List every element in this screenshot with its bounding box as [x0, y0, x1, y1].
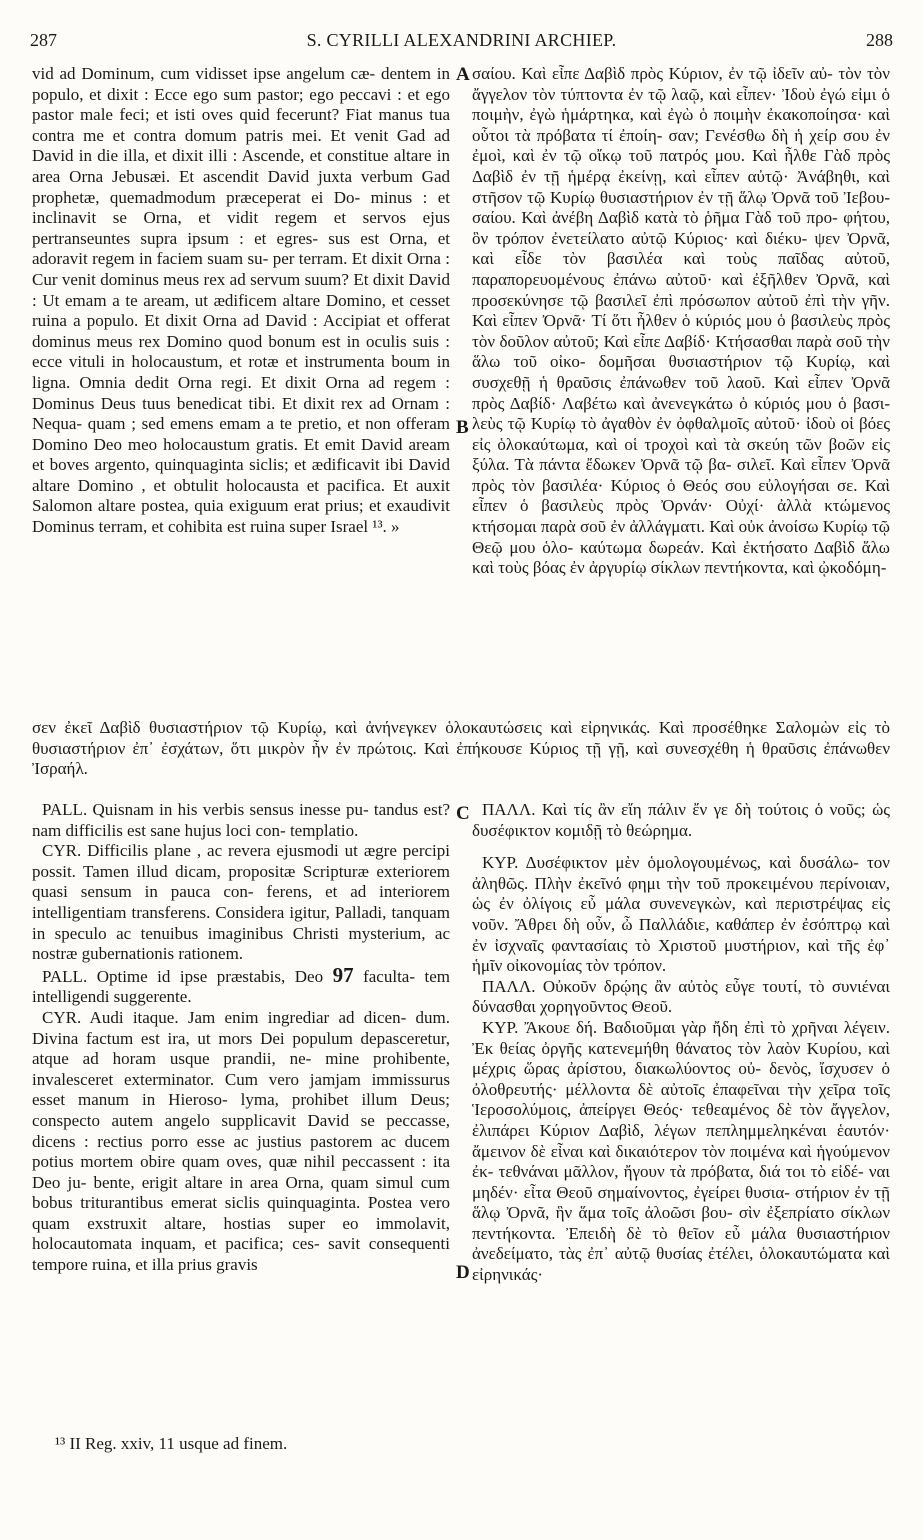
- greek-dialogue-pall-2: ΠΑΛΛ. Οὐκοῦν δρῴης ἂν αὐτὸς εὖγε τουτί, τὸ συνιέναι δύνασθαι χορηγοῦντος Θεοῦ.: [472, 976, 890, 1017]
- footnote: ¹³ II Reg. xxiv, 11 usque ad finem.: [55, 1434, 288, 1453]
- running-title: S. CYRILLI ALEXANDRINI ARCHIEP.: [306, 30, 617, 50]
- latin-dialogue-pall-2-cont: faculta- tem intelligendi suggerente.: [32, 966, 450, 1007]
- margin-page-number: 97: [332, 962, 354, 987]
- section-marker-d: D: [456, 1262, 470, 1283]
- greek-column-top: [472, 64, 890, 579]
- greek-column-bottom: [472, 800, 890, 1286]
- latin-dialogue-cyr-1: CYR. Difficilis plane , ac revera ejusmodi ut ægre percipi possit. Tamen illud dicam, propositæ Scripturæ exteriorem quasi sensum in pauca con- ferens, et ad interiorem intelligentiam transferens. Considera igitur, Palladi, tanquam in speculo ac tenuibus imaginibus Christi mysterium, ac nostræ gubernationis rationem.: [32, 841, 450, 964]
- latin-dialogue-pall-2-text: PALL. Optime id ipse præstabis, Deo: [42, 966, 324, 986]
- page-header: [30, 30, 893, 58]
- latin-column-top: [32, 64, 450, 538]
- greek-continuation: σεν ἐκεῖ Δαβὶδ θυσιαστήριον τῷ Κυρίῳ, καὶ ἀνήνεγκεν ὁλοκαυτώσεις καὶ εἰρηνικάς. Καὶ προσέθηκε Σαλομὼν εἰς τὸ θυσιαστήριον ἐπ᾽ ἐσχάτων, ὅτι μικρὸν ἦν ἐν πρώτοις. Καὶ ἐπήκουσε Κύριος τῇ γῇ, καὶ συνεσχέθη ἡ θραῦσις ἐπάνωθεν Ἰσραήλ.: [32, 718, 890, 779]
- latin-dialogue-pall-2: [32, 962, 450, 1008]
- greek-dialogue-cyr-2: ΚΥΡ. Ἄκουε δή. Βαδιοῦμαι γὰρ ἤδη ἐπὶ τὸ χρῆναι λέγειν. Ἐκ θείας ὀργῆς κατενεμήθη θάνατος τὸν λαὸν Κυρίου, καὶ μέχρις ὥρας ἀρίστου, διακωλύοντος οὐ- δενὸς, ἴσχυσεν ὁ ὀλοθρευτής· μέλλοντα δὲ αὐτοῖς ἐπαφεῖναι τὴν χεῖρα τοῖς Ἱεροσολύμοις, ἀπείργει Θεός· τεθεαμένος δὲ τὸν ἄγγελον, ἐλιπάρει Κύριον Δαβὶδ, λέγων πεπλημμεληκέναι ἑαυτόν· ἄμεινον δὲ εἶναι καὶ δικαιότερον τὸν ποιμένα καὶ ἡγούμενον ἐκ- τεθνάναι μᾶλλον, ἤγουν τὰ πρόβατα, διά τοι τὸ εἰδέ- ναι μηδέν· εἶτα Θεοῦ σημαίνοντος, ἐγείρει θυσια- στήριον ἐν τῇ ἅλῳ Ὀρνᾶ, ἣν ἅμα τοῖς ἀλοῶσι βου- σὶν ἐξεπρίατο σίκλων πεντήκοντα. Ἐπειδὴ δὲ τὸ θεῖον εὖ μάλα θυσιαστήριον ἀνεδείματο, τὰς ἐπ᾽ αὐτῷ θυσίας ἐτέλει, ὁλοκαυτώματα καὶ εἰρηνικάς·: [472, 1017, 890, 1285]
- greek-dialogue-pall-1: ΠΑΛΛ. Καὶ τίς ἂν εἴη πάλιν ἔν γε δὴ τούτοις ὁ νοῦς; ὡς δυσέφικτον κομιδῇ τὸ θεώρημα.: [472, 800, 890, 840]
- left-page-number: 287: [30, 30, 57, 50]
- latin-dialogue-cyr-2: CYR. Audi itaque. Jam enim ingrediar ad dicen- dum. Divina factum est ira, ut mors Dei populum depasceretur, atque ad horam usque prandii, ne- mine prohibente, invalesceret exterminator. Cum vero jamjam immissurus esset manum in Hieroso- lyma, prohibet illum Deus; conspecto autem angelo supplicavit David se peccasse, dicens : rectius porro esse ac justius pastorem ac ducem potius mortem obire quam oves, quæ nihil peccassent : ita Deo ju- bente, erigit altare in area Orna, quam simul cum bobus triturantibus emerat siclis quinquaginta. Postea vero quam exstruxit altare, hostias super eo immolavit, holocautomata inquam, et pacifica; ces- savit consequenti tempore ruina, et illa prius gravis: [32, 1007, 450, 1275]
- greek-scripture-quote: σαίου. Καὶ εἶπε Δαβὶδ πρὸς Κύριον, ἐν τῷ ἰδεῖν αὐ- τὸν τὸν ἄγγελον τὸν τύπτοντα ἐν τῷ λαῷ, καὶ εἶπεν· Ἰδοὺ ἐγώ εἰμι ὁ ποιμὴν, ἐγὼ ἡμάρτηκα, καὶ ἐγὼ ὁ ποιμὴν ἐκακοποίησα· καὶ οὗτοι τὰ πρόβατα τί ἐποίη- σαν; Γενέσθω δὴ ἡ χείρ σου ἐν ἐμοὶ, καὶ ἐν τῷ οἴκῳ τοῦ πατρός μου. Καὶ ἦλθε Γὰδ πρὸς Δαβὶδ ἐν τῇ ἡμέρᾳ ἐκείνῃ, καὶ εἶπεν αὐτῷ· Ἀνάβηθι, καὶ στῆσον τῷ Κυρίῳ θυσιαστήριον ἐν τῇ ἅλῳ Ὀρνᾶ τοῦ Ἰεβου- σαίου. Καὶ ἀνέβη Δαβὶδ κατὰ τὸ ῥῆμα Γὰδ τοῦ προ- φήτου, ὃν τρόπον ἐνετείλατο αὐτῷ Κύριος· καὶ διέκυ- ψεν Ὀρνᾶ, καὶ εἶδε τὸν βασιλέα καὶ τοὺς παῖδας αὐτοῦ, παραπορευομένους ἐπάνω αὐτοῦ· καὶ ἐξῆλθεν Ὀρνᾶ, καὶ προσεκύνησε τῷ βασιλεῖ ἐπὶ πρόσωπον αὐτοῦ ἐπὶ τὴν γῆν. Καὶ εἶπεν Ὀρνᾶ· Τί ὅτι ἦλθεν ὁ κύριός μου ὁ βασιλεὺς πρὸς τὸν δοῦλον αὐτοῦ; Καὶ εἶπε Δαβίδ· Κτήσασθαι παρὰ σοῦ τὴν ἅλω τοῦ οἰκο- δομῆσαι θυσιαστήριον τῷ Κυρίῳ, καὶ συσχεθῇ ἡ θραῦσις ἐπάνωθεν τοῦ λαοῦ. Καὶ εἶπεν Ὀρνᾶ πρὸς Δαβίδ· Λαβέτω καὶ ἀνενεγκάτω ὁ κύριός μου ὁ βασι- λεὺς τῷ Κυρίῳ τὸ ἀγαθὸν ἐν ὀφθαλμοῖς αὐτοῦ· ἰδοὺ οἱ βόες εἰς ὁλοκαύτωμα, καὶ οἱ τροχοὶ καὶ τὰ σκεύη τῶν βοῶν εἰς ξύλα. Τὰ πάντα ἔδωκεν Ὀρνᾶ τῷ βα- σιλεῖ. Καὶ εἶπεν Ὀρνᾶ πρὸς τὸν βασιλέα· Κύριος ὁ Θεός σου εὐλογήσαι σε. Καὶ εἶπεν ὁ βασιλεὺς πρὸς Ὀρνάν· Οὐχί· ἀλλὰ κτώμενος κτήσομαι παρὰ σοῦ ἐν ἀλλάγματι. Καὶ οὐκ ἀνοίσω Κυρίῳ τῷ Θεῷ μου ὁλο- καύτωμα δωρεάν. Καὶ ἐκτήσατο Δαβὶδ ἅλω καὶ τοὺς βόας ἐν ἀργυρίῳ σίκλων πεντήκοντα, καὶ ᾠκοδόμη-: [472, 64, 890, 578]
- latin-dialogue-pall-1: PALL. Quisnam in his verbis sensus inesse pu- tandus est? nam difficilis est sane hujus loci con- templatio.: [32, 800, 450, 840]
- section-marker-c: C: [456, 803, 470, 824]
- latin-scripture-quote: vid ad Dominum, cum vidisset ipse angelum cæ- dentem in populo, et dixit : Ecce ego sum pastor; ego peccavi : et ego pastor male feci; et isti oves quid fecerunt? Fiat manus tua contra me et contra domum patris mei. Et venit Gad ad David in die illa, et dixit illi : Ascende, et constitue altare in area Orna Jebusæi. Et ascendit David juxta verbum Gad prophetæ, quemadmodum præceperat ei Do- minus : et inclinavit se Orna, et vidit regem et servos ejus pertranseuntes supra ipsum : et egres- sus est Orna, et adoravit regem in faciem suam su- per terram. Et dixit Orna : Cur venit dominus meus rex ad servum suum? Et dixit David : Ut emam a te aream, ut ædificem altare Domino, et cesset ruina a populo. Et dixit Orna ad David : Accipiat et offerat dominus meus rex Domino quod bonum est in oculis suis : ecce vituli in holocaustum, et rotæ et instrumenta boum in ligna. Omnia dedit Orna regi. Et dixit Orna ad regem : Dominus Deus tuus benedicat tibi. Et dixit rex ad Ornam : Nequa- quam ; sed emens emam a te pretio, et non offeram Domino Deo meo holocaustum gratis. Et emit David aream et boves argento, quinquaginta siclis; et ædificavit ibi David altare Domino , et obtulit holocausta et pacifica. Et auxit Salomon altare postea, quia exiguum erat prius; et exaudivit Dominus terram, et cohibita est ruina super Israel ¹³. »: [32, 64, 450, 537]
- latin-column-bottom: [32, 800, 450, 1276]
- section-marker-b: B: [456, 417, 469, 438]
- section-marker-a: A: [456, 64, 470, 85]
- right-page-number: 288: [866, 30, 893, 50]
- greek-dialogue-cyr-1: ΚΥΡ. Δυσέφικτον μὲν ὁμολογουμένως, καὶ δυσάλω- τον ἀληθῶς. Πλὴν ἐκεῖνό φημι τὴν τοῦ προκειμένου περίνοιαν, ὡς ἐν ὀλίγοις εὖ μάλα συνενεγκὼν, καὶ περιστρέψας εἰς νοῦν. Ἄθρει δὴ οὖν, ὦ Παλλάδιε, καθάπερ ἐν ἐσόπτρῳ καὶ ἐν ἰσχναῖς φαντασίαις τὸ Χριστοῦ μυστήριον, καὶ τῆς ἐφ᾽ ἡμῖν οἰκονομίας τὸν τρόπον.: [472, 853, 890, 976]
